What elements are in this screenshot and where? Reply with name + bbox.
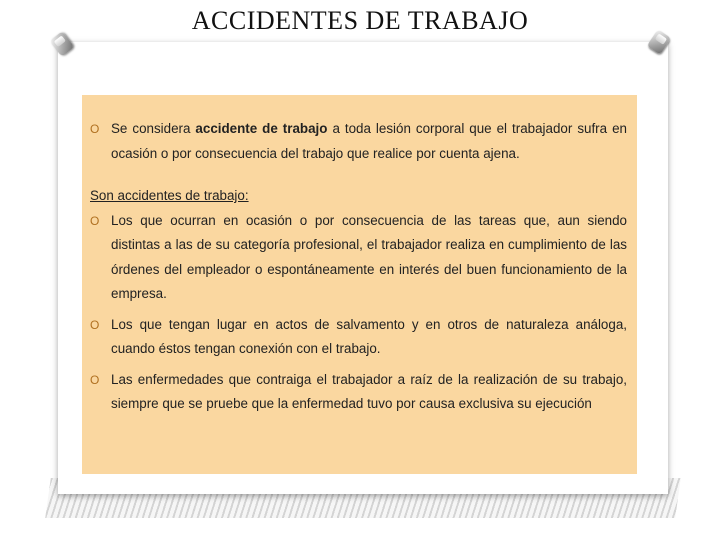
intro-text-before: Se considera xyxy=(111,121,196,136)
bullet-icon: O xyxy=(90,122,100,136)
intro-text-after: a toda lesión corporal que el trabajador sufra en ocasión o por consecuencia del trabajo que realice por cuenta ajena. xyxy=(111,121,627,161)
intro-paragraph xyxy=(90,117,627,166)
intro-bold-term: accidente de trabajo xyxy=(195,121,328,136)
list-item xyxy=(90,368,627,417)
list-item-text: Los que ocurran en ocasión o por consecuencia de las tareas que, aun siendo distintas a las de su categoría profesional, el trabajador realiza en cumplimiento de las órdenes del empleador o espontáneamente en interés del buen funcionamiento de la empresa. xyxy=(111,212,627,301)
content-box xyxy=(82,95,637,474)
bullet-icon: O xyxy=(90,372,100,387)
list-item xyxy=(90,313,627,362)
section-heading: Son accidentes de trabajo: xyxy=(90,188,249,203)
list-item-text: Los que tengan lugar en actos de salvamento y en otros de naturaleza análoga, cuando éstos tengan conexión con el trabajo. xyxy=(111,316,627,356)
slide-title: ACCIDENTES DE TRABAJO xyxy=(191,6,529,35)
list-item-text: Las enfermedades que contraiga el trabajador a raíz de la realización de su trabajo, siempre que se pruebe que la enfermedad tuvo por causa exclusiva su ejecución xyxy=(111,371,627,411)
bullet-icon: O xyxy=(90,213,100,228)
list-item xyxy=(90,209,627,307)
bullet-icon: O xyxy=(90,317,100,332)
